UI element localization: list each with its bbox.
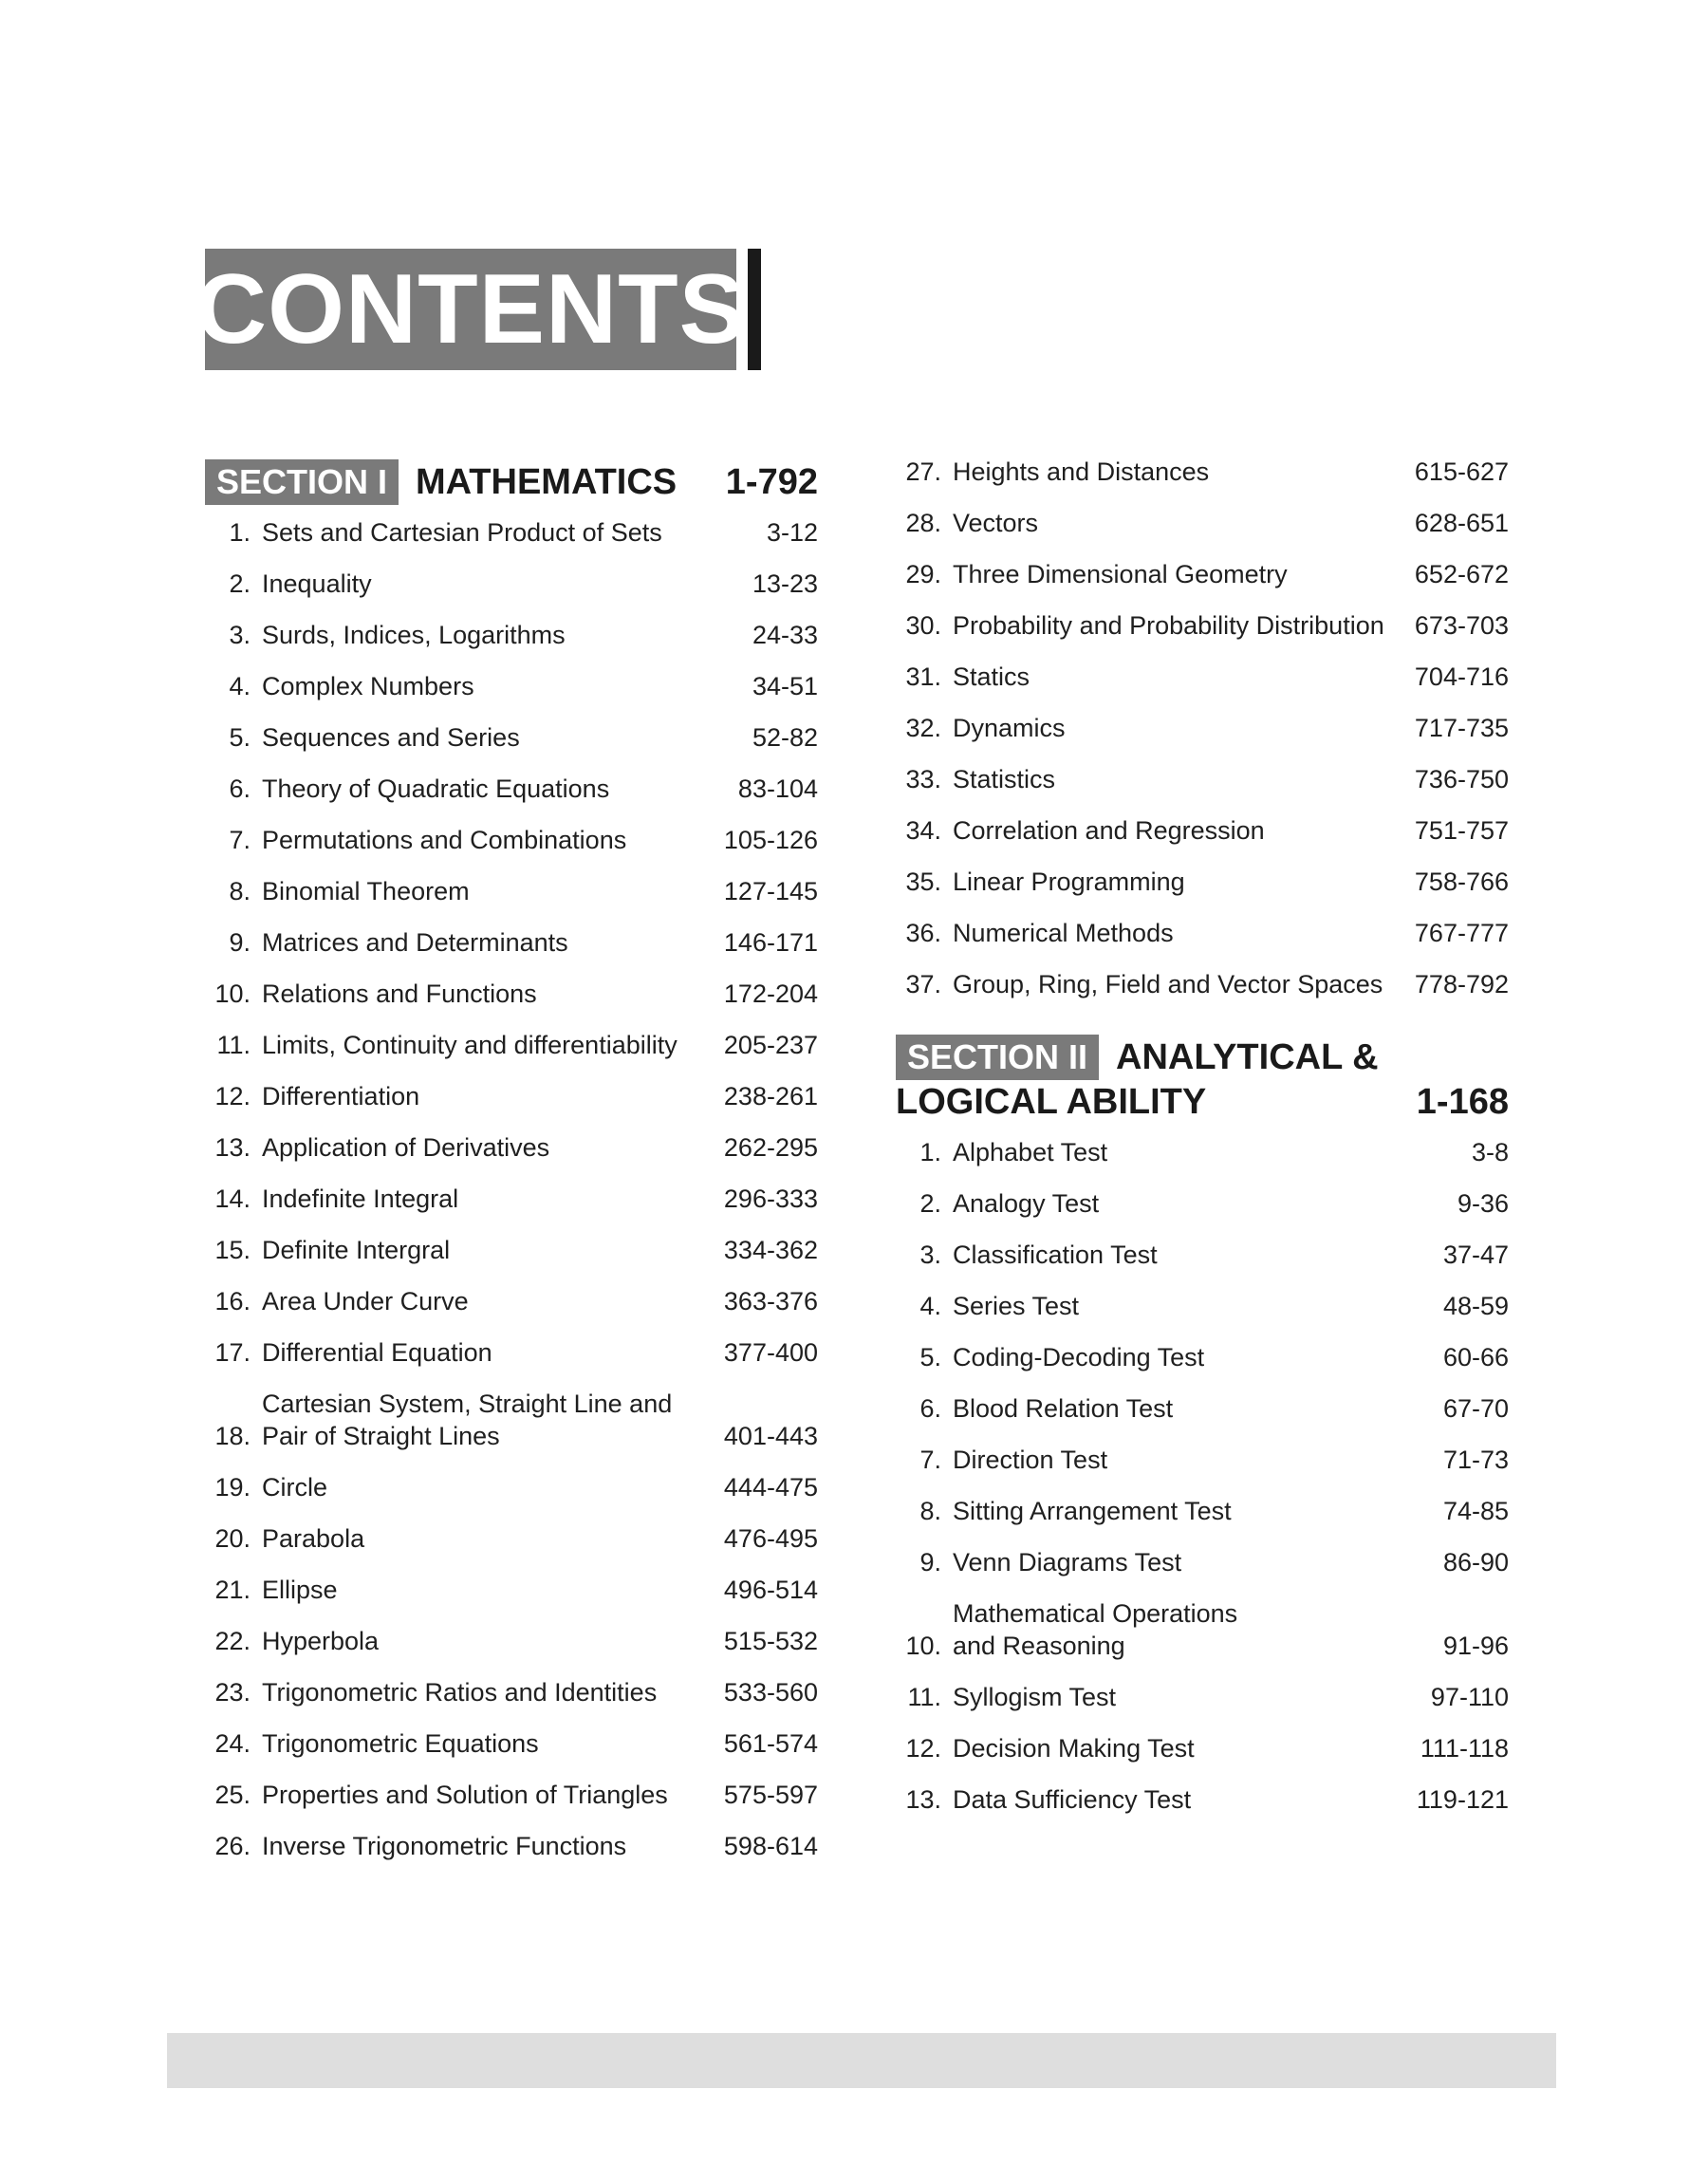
section-2-range: 1-168 bbox=[1416, 1082, 1509, 1122]
toc-entry-title: Series Test bbox=[953, 1292, 1080, 1320]
toc-entry-title: Permutations and Combinations bbox=[262, 826, 627, 854]
title-accent-bar bbox=[748, 249, 761, 370]
toc-entry-number: 11. bbox=[907, 1683, 941, 1711]
toc-entry bbox=[896, 917, 1509, 949]
toc-entry-number: 30. bbox=[905, 611, 941, 640]
toc-entry-number: 8. bbox=[919, 1497, 941, 1525]
toc-entry bbox=[205, 1285, 818, 1317]
toc-entry bbox=[896, 1187, 1509, 1220]
toc-entry-number: 13. bbox=[214, 1133, 251, 1162]
toc-entry-title: Syllogism Test bbox=[953, 1683, 1117, 1711]
toc-entry-title: Trigonometric Ratios and Identities bbox=[262, 1678, 658, 1707]
toc-entry-title: Differential Equation bbox=[262, 1338, 492, 1367]
toc-entry bbox=[205, 1471, 818, 1503]
toc-entry-title: Data Sufficiency Test bbox=[953, 1785, 1192, 1814]
toc-entry-pages: 758-766 bbox=[1414, 868, 1509, 896]
toc-entry-title: Relations and Functions bbox=[262, 980, 537, 1008]
section-1-tag: SECTION I bbox=[205, 459, 399, 505]
toc-entry-pages: 496-514 bbox=[723, 1576, 818, 1604]
toc-entry bbox=[205, 1830, 818, 1862]
toc-entry-title: Three Dimensional Geometry bbox=[953, 560, 1288, 588]
toc-entry bbox=[205, 926, 818, 959]
section-2-header bbox=[896, 1035, 1509, 1123]
toc-entry bbox=[896, 1341, 1509, 1373]
toc-entry-title: Cartesian System, Straight Line and Pair of Straight Lines bbox=[262, 1390, 673, 1450]
section-2-list bbox=[896, 1136, 1509, 1816]
toc-entry-number: 23. bbox=[214, 1678, 251, 1707]
toc-entry bbox=[896, 1783, 1509, 1816]
toc-entry-pages: 717-735 bbox=[1414, 714, 1509, 742]
toc-entry-title: Sets and Cartesian Product of Sets bbox=[262, 518, 662, 547]
section-2-name-line2: LOGICAL ABILITY bbox=[896, 1082, 1207, 1122]
toc-entry bbox=[205, 773, 818, 805]
toc-entry-number: 26. bbox=[214, 1832, 251, 1860]
toc-entry-number: 6. bbox=[229, 774, 251, 803]
toc-entry-pages: 172-204 bbox=[723, 980, 818, 1008]
toc-entry-number: 12. bbox=[905, 1734, 941, 1763]
toc-entry-pages: 598-614 bbox=[723, 1832, 818, 1860]
toc-entry bbox=[896, 1444, 1509, 1476]
toc-entry-title: Theory of Quadratic Equations bbox=[262, 774, 610, 803]
toc-entry-title: Mathematical Operations and Reasoning bbox=[953, 1599, 1238, 1660]
toc-entry-pages: 205-237 bbox=[723, 1031, 818, 1059]
toc-entry-pages: 673-703 bbox=[1414, 611, 1509, 640]
section-1-name: MATHEMATICS bbox=[416, 461, 678, 502]
toc-entry-title: Direction Test bbox=[953, 1446, 1108, 1474]
toc-entry-title: Sitting Arrangement Test bbox=[953, 1497, 1232, 1525]
section-2-name-line1: ANALYTICAL & bbox=[1116, 1036, 1379, 1077]
left-column bbox=[205, 457, 818, 1881]
toc-entry-pages: 736-750 bbox=[1414, 765, 1509, 793]
toc-entry-title: Hyperbola bbox=[262, 1627, 380, 1655]
toc-entry-pages: 476-495 bbox=[723, 1524, 818, 1553]
toc-entry-number: 1. bbox=[229, 518, 251, 547]
toc-entry-title: Group, Ring, Field and Vector Spaces bbox=[953, 970, 1383, 998]
toc-entry-number: 11. bbox=[216, 1031, 251, 1059]
toc-entry-pages: 3-12 bbox=[766, 518, 818, 547]
toc-entry-title: Dynamics bbox=[953, 714, 1066, 742]
toc-entry bbox=[205, 875, 818, 907]
section-1-header bbox=[205, 457, 818, 507]
toc-entry-title: Blood Relation Test bbox=[953, 1394, 1174, 1423]
toc-entry-number: 22. bbox=[214, 1627, 251, 1655]
toc-entry-pages: 24-33 bbox=[752, 621, 818, 649]
toc-entry-title: Properties and Solution of Triangles bbox=[262, 1781, 668, 1809]
toc-entry-number: 5. bbox=[919, 1343, 941, 1371]
toc-entry-title: Complex Numbers bbox=[262, 672, 474, 700]
toc-entry-number: 12. bbox=[214, 1082, 251, 1110]
toc-entry-pages: 334-362 bbox=[723, 1236, 818, 1264]
toc-entry bbox=[896, 456, 1509, 488]
toc-entry bbox=[205, 1131, 818, 1164]
section-1-range: 1-792 bbox=[725, 461, 818, 502]
toc-entry bbox=[205, 1625, 818, 1657]
contents-header bbox=[195, 249, 761, 370]
toc-entry-number: 34. bbox=[905, 816, 941, 845]
toc-entry bbox=[205, 1727, 818, 1760]
toc-entry-number: 2. bbox=[229, 569, 251, 598]
toc-entry-number: 9. bbox=[229, 928, 251, 957]
toc-entry bbox=[896, 1392, 1509, 1425]
toc-entry-title: Numerical Methods bbox=[953, 919, 1174, 947]
toc-entry-title: Definite Intergral bbox=[262, 1236, 451, 1264]
toc-entry-number: 37. bbox=[905, 970, 941, 998]
toc-entry-number: 27. bbox=[905, 457, 941, 486]
toc-entry bbox=[896, 814, 1509, 847]
toc-entry-pages: 704-716 bbox=[1414, 662, 1509, 691]
toc-entry-pages: 238-261 bbox=[723, 1082, 818, 1110]
toc-entry-number: 13. bbox=[905, 1785, 941, 1814]
toc-entry-number: 9. bbox=[919, 1548, 941, 1577]
toc-entry-number: 4. bbox=[919, 1292, 941, 1320]
toc-entry bbox=[205, 1080, 818, 1112]
toc-entry-pages: 652-672 bbox=[1414, 560, 1509, 588]
toc-entry-number: 20. bbox=[214, 1524, 251, 1553]
toc-entry-title: Indefinite Integral bbox=[262, 1185, 459, 1213]
toc-entry bbox=[896, 1732, 1509, 1764]
toc-entry-number: 28. bbox=[905, 509, 941, 537]
toc-entry-number: 19. bbox=[214, 1473, 251, 1502]
toc-entry bbox=[205, 1676, 818, 1708]
toc-entry-title: Statics bbox=[953, 662, 1030, 691]
toc-entry bbox=[896, 1597, 1509, 1662]
toc-entry bbox=[896, 1290, 1509, 1322]
toc-entry bbox=[205, 1336, 818, 1369]
toc-entry-number: 5. bbox=[229, 723, 251, 752]
toc-entry bbox=[896, 1136, 1509, 1168]
toc-entry bbox=[205, 1779, 818, 1811]
section-1-list bbox=[205, 516, 818, 1862]
toc-entry bbox=[205, 978, 818, 1010]
toc-entry bbox=[205, 1183, 818, 1215]
toc-entry-title: Analogy Test bbox=[953, 1189, 1100, 1218]
toc-entry-number: 6. bbox=[919, 1394, 941, 1423]
toc-entry bbox=[205, 721, 818, 754]
toc-entry-number: 24. bbox=[214, 1729, 251, 1758]
toc-entry-pages: 67-70 bbox=[1442, 1394, 1509, 1423]
toc-entry-number: 18. bbox=[214, 1422, 251, 1450]
toc-entry-title: Classification Test bbox=[953, 1241, 1158, 1269]
toc-entry-pages: 97-110 bbox=[1430, 1683, 1509, 1711]
toc-entry-pages: 111-118 bbox=[1420, 1734, 1509, 1763]
toc-entry-title: Matrices and Determinants bbox=[262, 928, 568, 957]
toc-entry-pages: 86-90 bbox=[1442, 1548, 1509, 1577]
toc-entry-pages: 767-777 bbox=[1414, 919, 1509, 947]
toc-entry bbox=[896, 558, 1509, 590]
toc-entry-pages: 83-104 bbox=[737, 774, 818, 803]
toc-entry-title: Decision Making Test bbox=[953, 1734, 1195, 1763]
section-1-list-continued bbox=[896, 456, 1509, 1000]
toc-entry-title: Limits, Continuity and differentiability bbox=[262, 1031, 678, 1059]
right-column bbox=[896, 457, 1509, 1835]
toc-entry bbox=[896, 763, 1509, 795]
toc-entry-title: Binomial Theorem bbox=[262, 877, 470, 905]
section-2-tag: SECTION II bbox=[896, 1035, 1099, 1080]
toc-entry-pages: 91-96 bbox=[1442, 1632, 1509, 1660]
toc-entry-title: Probability and Probability Distribution bbox=[953, 611, 1384, 640]
toc-entry-pages: 778-792 bbox=[1414, 970, 1509, 998]
toc-entry-pages: 127-145 bbox=[723, 877, 818, 905]
toc-entry bbox=[896, 1681, 1509, 1713]
toc-entry-title: Ellipse bbox=[262, 1576, 338, 1604]
toc-entry-title: Trigonometric Equations bbox=[262, 1729, 539, 1758]
toc-entry-title: Circle bbox=[262, 1473, 328, 1502]
toc-entry bbox=[896, 712, 1509, 744]
toc-entry bbox=[896, 609, 1509, 642]
toc-entry-number: 32. bbox=[905, 714, 941, 742]
page-title: CONTENTS bbox=[205, 249, 736, 370]
toc-entry-number: 10. bbox=[905, 1632, 941, 1660]
toc-entry-number: 21. bbox=[214, 1576, 251, 1604]
toc-entry-number: 7. bbox=[229, 826, 251, 854]
toc-entry-pages: 444-475 bbox=[723, 1473, 818, 1502]
toc-entry-number: 33. bbox=[905, 765, 941, 793]
toc-entry-title: Vectors bbox=[953, 509, 1039, 537]
toc-entry bbox=[896, 1239, 1509, 1271]
toc-entry-pages: 71-73 bbox=[1442, 1446, 1509, 1474]
toc-entry-pages: 628-651 bbox=[1414, 509, 1509, 537]
toc-entry-pages: 363-376 bbox=[723, 1287, 818, 1315]
toc-entry-title: Sequences and Series bbox=[262, 723, 520, 752]
toc-entry-pages: 575-597 bbox=[723, 1781, 818, 1809]
toc-entry-number: 1. bbox=[919, 1138, 941, 1166]
toc-entry bbox=[205, 1522, 818, 1555]
toc-entry-title: Correlation and Regression bbox=[953, 816, 1265, 845]
toc-entry-pages: 34-51 bbox=[752, 672, 818, 700]
toc-entry-title: Heights and Distances bbox=[953, 457, 1210, 486]
toc-entry-title: Inverse Trigonometric Functions bbox=[262, 1832, 627, 1860]
toc-entry-number: 15. bbox=[214, 1236, 251, 1264]
toc-entry-number: 17. bbox=[214, 1338, 251, 1367]
toc-entry-pages: 262-295 bbox=[723, 1133, 818, 1162]
footer-band bbox=[167, 2033, 1556, 2088]
toc-entry-pages: 377-400 bbox=[723, 1338, 818, 1367]
toc-entry-pages: 48-59 bbox=[1442, 1292, 1509, 1320]
toc-entry-number: 14. bbox=[214, 1185, 251, 1213]
toc-entry bbox=[205, 824, 818, 856]
toc-entry-title: Venn Diagrams Test bbox=[953, 1548, 1182, 1577]
toc-entry bbox=[896, 661, 1509, 693]
toc-entry-number: 2. bbox=[919, 1189, 941, 1218]
toc-entry-number: 4. bbox=[229, 672, 251, 700]
toc-entry-title: Application of Derivatives bbox=[262, 1133, 550, 1162]
toc-entry bbox=[205, 1234, 818, 1266]
toc-entry-pages: 296-333 bbox=[723, 1185, 818, 1213]
toc-entry-title: Coding-Decoding Test bbox=[953, 1343, 1205, 1371]
toc-entry-number: 29. bbox=[905, 560, 941, 588]
toc-entry-title: Inequality bbox=[262, 569, 372, 598]
toc-entry-pages: 515-532 bbox=[723, 1627, 818, 1655]
toc-entry-pages: 401-443 bbox=[723, 1422, 818, 1450]
toc-entry bbox=[896, 968, 1509, 1000]
toc-entry-number: 3. bbox=[229, 621, 251, 649]
toc-entry-pages: 533-560 bbox=[723, 1678, 818, 1707]
toc-entry-pages: 119-121 bbox=[1416, 1785, 1509, 1814]
toc-entry bbox=[205, 516, 818, 549]
toc-entry bbox=[205, 1029, 818, 1061]
toc-entry-number: 35. bbox=[905, 868, 941, 896]
toc-entry-title: Statistics bbox=[953, 765, 1056, 793]
toc-entry-pages: 13-23 bbox=[752, 569, 818, 598]
toc-entry-number: 25. bbox=[214, 1781, 251, 1809]
toc-entry bbox=[896, 866, 1509, 898]
toc-entry bbox=[205, 670, 818, 702]
toc-entry bbox=[205, 619, 818, 651]
toc-entry-title: Area Under Curve bbox=[262, 1287, 469, 1315]
toc-entry-title: Alphabet Test bbox=[953, 1138, 1108, 1166]
toc-entry-pages: 37-47 bbox=[1442, 1241, 1509, 1269]
toc-entry-title: Parabola bbox=[262, 1524, 365, 1553]
toc-entry-number: 31. bbox=[905, 662, 941, 691]
toc-entry bbox=[896, 507, 1509, 539]
toc-entry-pages: 3-8 bbox=[1471, 1138, 1509, 1166]
toc-entry-title: Linear Programming bbox=[953, 868, 1185, 896]
toc-entry-pages: 561-574 bbox=[723, 1729, 818, 1758]
toc-entry-title: Differentiation bbox=[262, 1082, 420, 1110]
toc-entry-pages: 52-82 bbox=[752, 723, 818, 752]
toc-entry-pages: 74-85 bbox=[1442, 1497, 1509, 1525]
toc-entry-number: 16. bbox=[214, 1287, 251, 1315]
toc-entry-number: 10. bbox=[214, 980, 251, 1008]
toc-entry-pages: 9-36 bbox=[1457, 1189, 1509, 1218]
toc-entry bbox=[205, 1574, 818, 1606]
toc-entry-pages: 751-757 bbox=[1414, 816, 1509, 845]
toc-entry-pages: 146-171 bbox=[723, 928, 818, 957]
toc-entry-number: 3. bbox=[919, 1241, 941, 1269]
toc-entry-pages: 60-66 bbox=[1442, 1343, 1509, 1371]
toc-entry-pages: 615-627 bbox=[1414, 457, 1509, 486]
toc-entry bbox=[896, 1546, 1509, 1578]
toc-entry-number: 36. bbox=[905, 919, 941, 947]
toc-entry-pages: 105-126 bbox=[723, 826, 818, 854]
toc-entry bbox=[205, 568, 818, 600]
toc-entry-title: Surds, Indices, Logarithms bbox=[262, 621, 566, 649]
toc-entry-number: 8. bbox=[229, 877, 251, 905]
toc-entry bbox=[896, 1495, 1509, 1527]
toc-entry bbox=[205, 1388, 818, 1452]
toc-entry-number: 7. bbox=[919, 1446, 941, 1474]
